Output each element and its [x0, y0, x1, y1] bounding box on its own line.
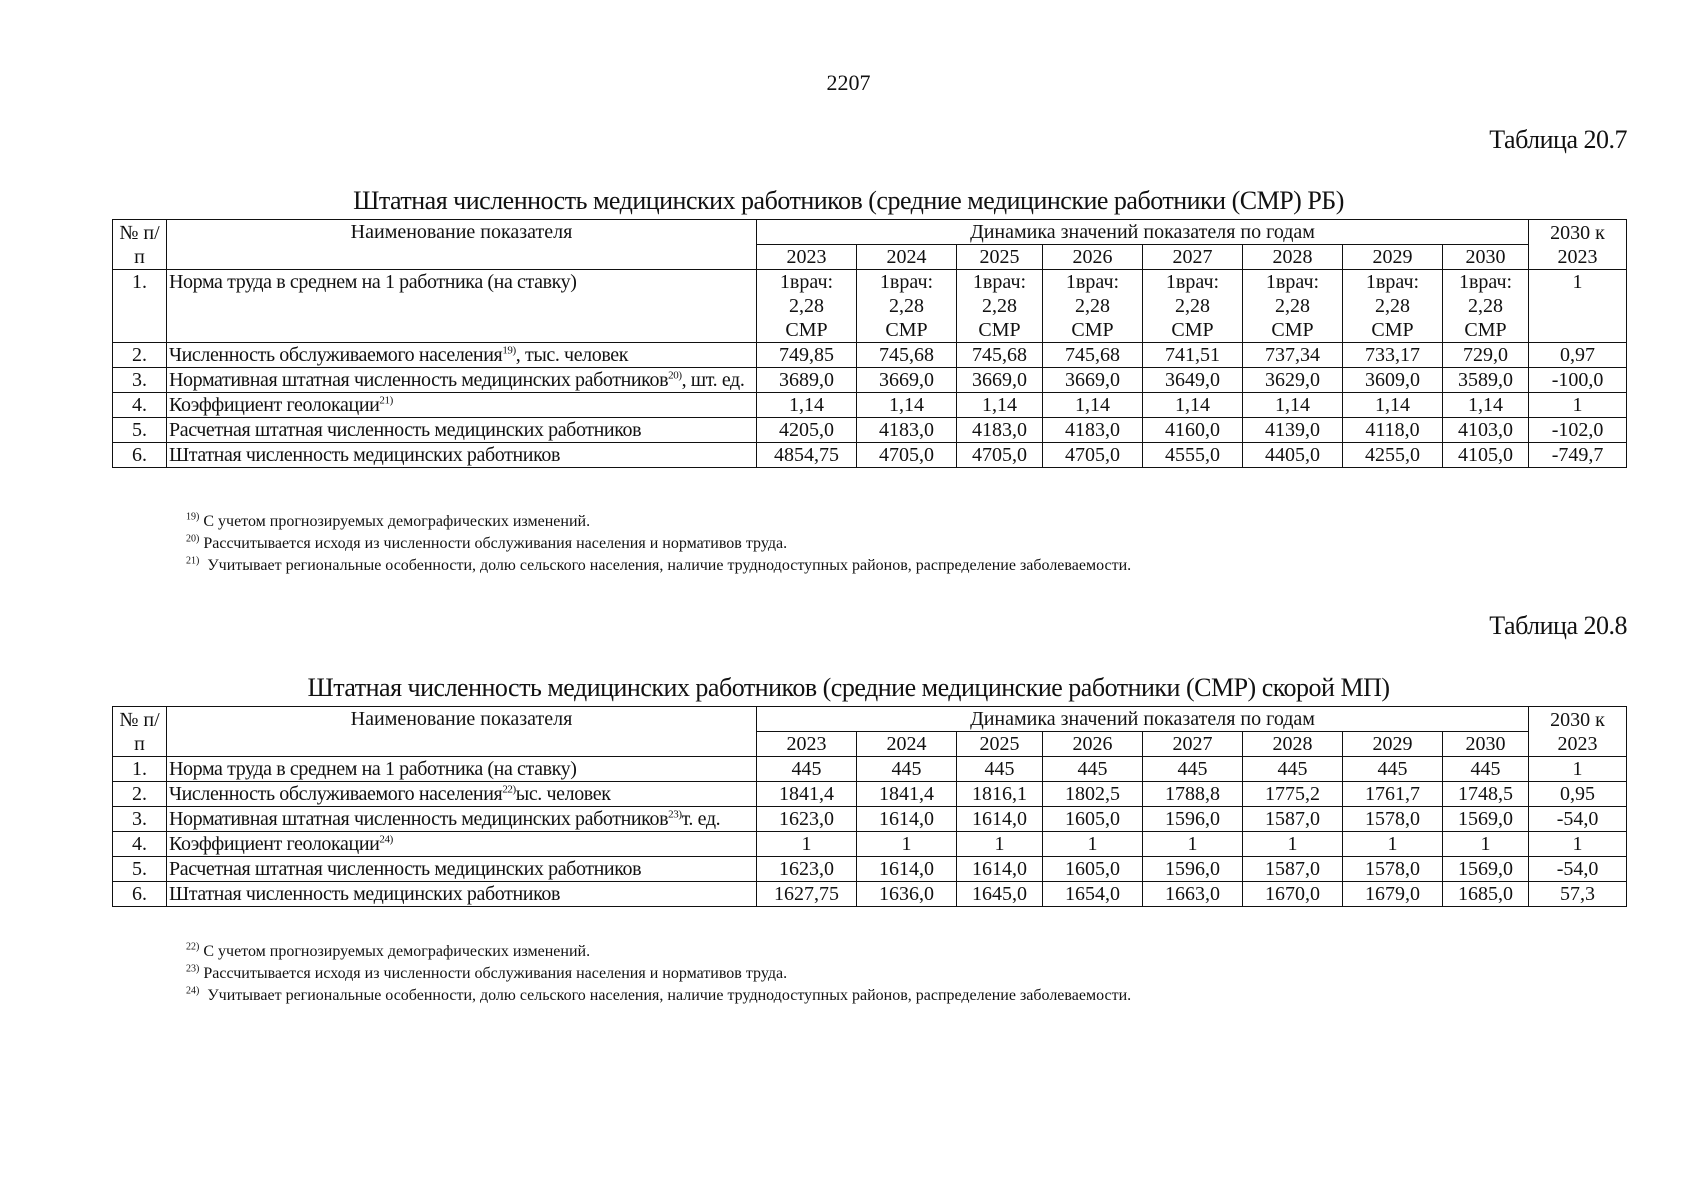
year-value: 3609,0 [1343, 368, 1443, 393]
indicator-name-cell [167, 857, 757, 882]
indicator-name: Коэффициент геолокации [169, 394, 380, 416]
year-value: 3669,0 [1043, 368, 1143, 393]
year-value: 1 [1243, 832, 1343, 857]
table-row [113, 782, 1627, 807]
table-label-20-7: Таблица 20.7 [1489, 125, 1627, 154]
header-num: № п/п [113, 220, 167, 270]
year-value: 1679,0 [1343, 882, 1443, 907]
indicator-name: Численность обслуживаемого населения [169, 783, 503, 805]
year-value: 729,0 [1443, 343, 1529, 368]
year-value: 1587,0 [1243, 857, 1343, 882]
footnote-ref: 23) [668, 808, 682, 821]
year-value: 4183,0 [957, 418, 1043, 443]
indicator-name-cell [167, 757, 757, 782]
year-value: 745,68 [957, 343, 1043, 368]
year-value: 445 [857, 757, 957, 782]
footnote-text: Рассчитывается исходя из численности обслуживания населения и нормативов труда. [199, 965, 788, 982]
year-value: 749,85 [757, 343, 857, 368]
header-delta: 2030 к 2023 [1529, 220, 1627, 270]
page-number: 2207 [826, 70, 871, 95]
indicator-name: Нормативная штатная численность медицинских работников [169, 369, 669, 391]
indicator-unit: т. ед. [681, 808, 721, 830]
delta-value: -100,0 [1529, 368, 1627, 393]
delta-value: -54,0 [1529, 857, 1627, 882]
year-value: 3669,0 [957, 368, 1043, 393]
year-value: 1654,0 [1043, 882, 1143, 907]
year-value: 1841,4 [757, 782, 857, 807]
year-value: 4183,0 [1043, 418, 1143, 443]
year-value: 1врач: 2,28 СМР [1143, 270, 1243, 343]
delta-value: 1 [1529, 757, 1627, 782]
row-number: 4. [113, 393, 167, 418]
year-value: 1врач: 2,28 СМР [857, 270, 957, 343]
year-value: 4555,0 [1143, 443, 1243, 468]
table-row [113, 343, 1627, 368]
table-row [113, 393, 1627, 418]
footnote [186, 963, 1131, 985]
indicator-name: Численность обслуживаемого населения [169, 344, 503, 366]
row-number: 5. [113, 418, 167, 443]
year-value: 1614,0 [857, 857, 957, 882]
footnotes-20-8 [186, 941, 1131, 1007]
header-year: 2025 [957, 732, 1043, 757]
delta-value: 1 [1529, 270, 1627, 343]
year-value: 4118,0 [1343, 418, 1443, 443]
staffing-table-20-8 [112, 706, 1627, 907]
year-value: 1623,0 [757, 857, 857, 882]
footnote [186, 941, 1131, 963]
staffing-table-20-7 [112, 219, 1627, 468]
row-number: 2. [113, 343, 167, 368]
indicator-name: Расчетная штатная численность медицинских работников [169, 419, 642, 441]
footnote-ref: 22) [502, 783, 516, 796]
year-value: 4705,0 [957, 443, 1043, 468]
indicator-name-cell [167, 368, 757, 393]
header-indicator-name: Наименование показателя [167, 707, 757, 757]
year-value: 1врач: 2,28 СМР [757, 270, 857, 343]
row-number: 6. [113, 882, 167, 907]
header-year: 2028 [1243, 245, 1343, 270]
table-label-20-8: Таблица 20.8 [1489, 611, 1627, 640]
header-year: 2028 [1243, 732, 1343, 757]
delta-value: 57,3 [1529, 882, 1627, 907]
header-delta: 2030 к 2023 [1529, 707, 1627, 757]
year-value: 1614,0 [957, 857, 1043, 882]
footnote [186, 511, 1131, 533]
row-number: 1. [113, 270, 167, 343]
indicator-name: Норма труда в среднем на 1 работника (на ставку) [169, 271, 577, 293]
header-year: 2027 [1143, 245, 1243, 270]
indicator-name-cell [167, 418, 757, 443]
year-value: 1605,0 [1043, 807, 1143, 832]
header-indicator-name: Наименование показателя [167, 220, 757, 270]
header-year: 2030 [1443, 245, 1529, 270]
footnote [186, 533, 1131, 555]
year-value: 1663,0 [1143, 882, 1243, 907]
footnote-ref: 21) [379, 394, 393, 407]
year-value: 4854,75 [757, 443, 857, 468]
year-value: 1614,0 [957, 807, 1043, 832]
table-row [113, 807, 1627, 832]
header-dynamics: Динамика значений показателя по годам [757, 707, 1529, 732]
year-value: 1врач: 2,28 СМР [1243, 270, 1343, 343]
year-value: 1623,0 [757, 807, 857, 832]
table-row [113, 270, 1627, 343]
row-number: 1. [113, 757, 167, 782]
footnote-mark: 23) [186, 963, 200, 975]
footnotes-20-7 [186, 511, 1131, 577]
year-value: 1врач: 2,28 СМР [1443, 270, 1529, 343]
year-value: 4183,0 [857, 418, 957, 443]
header-dynamics: Динамика значений показателя по годам [757, 220, 1529, 245]
table-row [113, 857, 1627, 882]
year-value: 1685,0 [1443, 882, 1529, 907]
year-value: 445 [1143, 757, 1243, 782]
indicator-name-cell [167, 832, 757, 857]
year-value: 1,14 [857, 393, 957, 418]
year-value: 3689,0 [757, 368, 857, 393]
footnote-ref: 19) [502, 344, 516, 357]
header-year: 2023 [757, 245, 857, 270]
row-number: 6. [113, 443, 167, 468]
indicator-name: Коэффициент геолокации [169, 833, 380, 855]
table-row [113, 882, 1627, 907]
year-value: 3649,0 [1143, 368, 1243, 393]
footnote-mark: 20) [186, 533, 200, 545]
year-value: 1 [757, 832, 857, 857]
year-value: 4139,0 [1243, 418, 1343, 443]
year-value: 1645,0 [957, 882, 1043, 907]
footnote [186, 985, 1131, 1007]
year-value: 1 [1143, 832, 1243, 857]
footnote-mark: 22) [186, 941, 200, 953]
year-value: 1802,5 [1043, 782, 1143, 807]
header-year: 2026 [1043, 732, 1143, 757]
table-row [113, 443, 1627, 468]
indicator-name-cell [167, 343, 757, 368]
footnote [186, 555, 1131, 577]
year-value: 4255,0 [1343, 443, 1443, 468]
year-value: 4705,0 [857, 443, 957, 468]
year-value: 1670,0 [1243, 882, 1343, 907]
year-value: 1,14 [1143, 393, 1243, 418]
indicator-unit: , шт. ед. [681, 369, 745, 391]
table-row [113, 368, 1627, 393]
year-value: 1841,4 [857, 782, 957, 807]
year-value: 1врач: 2,28 СМР [1043, 270, 1143, 343]
delta-value: 1 [1529, 832, 1627, 857]
year-value: 3629,0 [1243, 368, 1343, 393]
indicator-name: Нормативная штатная численность медицинских работников [169, 808, 669, 830]
table-row [113, 832, 1627, 857]
delta-value: 0,95 [1529, 782, 1627, 807]
delta-value: 1 [1529, 393, 1627, 418]
year-value: 1614,0 [857, 807, 957, 832]
row-number: 3. [113, 807, 167, 832]
indicator-name: Норма труда в среднем на 1 работника (на ставку) [169, 758, 577, 780]
year-value: 1 [957, 832, 1043, 857]
year-value: 733,17 [1343, 343, 1443, 368]
year-value: 1748,5 [1443, 782, 1529, 807]
row-number: 3. [113, 368, 167, 393]
year-value: 445 [1443, 757, 1529, 782]
indicator-name: Расчетная штатная численность медицинских работников [169, 858, 642, 880]
table-title-20-7: Штатная численность медицинских работников (средние медицинские работники (СМР) РБ) [353, 186, 1344, 215]
year-value: 1 [857, 832, 957, 857]
year-value: 4705,0 [1043, 443, 1143, 468]
year-value: 1569,0 [1443, 857, 1529, 882]
header-year: 2030 [1443, 732, 1529, 757]
year-value: 445 [1243, 757, 1343, 782]
header-year: 2023 [757, 732, 857, 757]
year-value: 1,14 [1243, 393, 1343, 418]
header-year: 2024 [857, 245, 957, 270]
row-number: 2. [113, 782, 167, 807]
year-value: 1761,7 [1343, 782, 1443, 807]
year-value: 1,14 [1443, 393, 1529, 418]
header-year: 2029 [1343, 245, 1443, 270]
year-value: 1 [1343, 832, 1443, 857]
year-value: 4105,0 [1443, 443, 1529, 468]
delta-value: 0,97 [1529, 343, 1627, 368]
year-value: 1578,0 [1343, 857, 1443, 882]
footnote-mark: 19) [186, 511, 200, 523]
header-year: 2027 [1143, 732, 1243, 757]
year-value: 1596,0 [1143, 807, 1243, 832]
year-value: 745,68 [857, 343, 957, 368]
year-value: 445 [1343, 757, 1443, 782]
footnote-mark: 21) [186, 555, 200, 567]
year-value: 1 [1043, 832, 1143, 857]
delta-value: -102,0 [1529, 418, 1627, 443]
year-value: 1врач: 2,28 СМР [1343, 270, 1443, 343]
table-row [113, 418, 1627, 443]
year-value: 1816,1 [957, 782, 1043, 807]
year-value: 1,14 [757, 393, 857, 418]
year-value: 1,14 [1343, 393, 1443, 418]
indicator-name: Штатная численность медицинских работников [169, 883, 561, 905]
year-value: 1,14 [957, 393, 1043, 418]
header-year: 2029 [1343, 732, 1443, 757]
footnote-ref: 24) [379, 833, 393, 846]
year-value: 4405,0 [1243, 443, 1343, 468]
footnote-text: Рассчитывается исходя из численности обслуживания населения и нормативов труда. [199, 535, 788, 552]
year-value: 3669,0 [857, 368, 957, 393]
year-value: 1636,0 [857, 882, 957, 907]
header-year: 2024 [857, 732, 957, 757]
table-title-20-8: Штатная численность медицинских работников (средние медицинские работники (СМР) скорой МП) [307, 673, 1390, 702]
indicator-unit: , тыс. человек [515, 344, 629, 366]
year-value: 745,68 [1043, 343, 1143, 368]
year-value: 1605,0 [1043, 857, 1143, 882]
indicator-name-cell [167, 782, 757, 807]
footnote-text: Учитывает региональные особенности, долю сельского населения, наличие труднодоступных районов, распределение заболеваемости. [199, 557, 1132, 574]
year-value: 4205,0 [757, 418, 857, 443]
indicator-name-cell [167, 443, 757, 468]
footnote-text: Учитывает региональные особенности, долю сельского населения, наличие труднодоступных районов, распределение заболеваемости. [199, 987, 1132, 1004]
year-value: 445 [957, 757, 1043, 782]
footnote-text: С учетом прогнозируемых демографических изменений. [199, 943, 591, 960]
year-value: 445 [757, 757, 857, 782]
year-value: 737,34 [1243, 343, 1343, 368]
delta-value: -749,7 [1529, 443, 1627, 468]
year-value: 445 [1043, 757, 1143, 782]
year-value: 1587,0 [1243, 807, 1343, 832]
indicator-name-cell [167, 393, 757, 418]
header-year: 2026 [1043, 245, 1143, 270]
indicator-name-cell [167, 270, 757, 343]
year-value: 1596,0 [1143, 857, 1243, 882]
delta-value: -54,0 [1529, 807, 1627, 832]
footnote-text: С учетом прогнозируемых демографических изменений. [199, 513, 591, 530]
year-value: 1788,8 [1143, 782, 1243, 807]
indicator-name-cell [167, 807, 757, 832]
header-num: № п/п [113, 707, 167, 757]
indicator-unit: ыс. человек [515, 783, 611, 805]
year-value: 1,14 [1043, 393, 1143, 418]
indicator-name: Штатная численность медицинских работников [169, 444, 561, 466]
year-value: 4103,0 [1443, 418, 1529, 443]
year-value: 1 [1443, 832, 1529, 857]
year-value: 1569,0 [1443, 807, 1529, 832]
year-value: 741,51 [1143, 343, 1243, 368]
year-value: 3589,0 [1443, 368, 1529, 393]
row-number: 5. [113, 857, 167, 882]
year-value: 4160,0 [1143, 418, 1243, 443]
year-value: 1627,75 [757, 882, 857, 907]
indicator-name-cell [167, 882, 757, 907]
header-year: 2025 [957, 245, 1043, 270]
row-number: 4. [113, 832, 167, 857]
footnote-mark: 24) [186, 985, 200, 997]
year-value: 1врач: 2,28 СМР [957, 270, 1043, 343]
footnote-ref: 20) [668, 369, 682, 382]
table-row [113, 757, 1627, 782]
year-value: 1578,0 [1343, 807, 1443, 832]
year-value: 1775,2 [1243, 782, 1343, 807]
